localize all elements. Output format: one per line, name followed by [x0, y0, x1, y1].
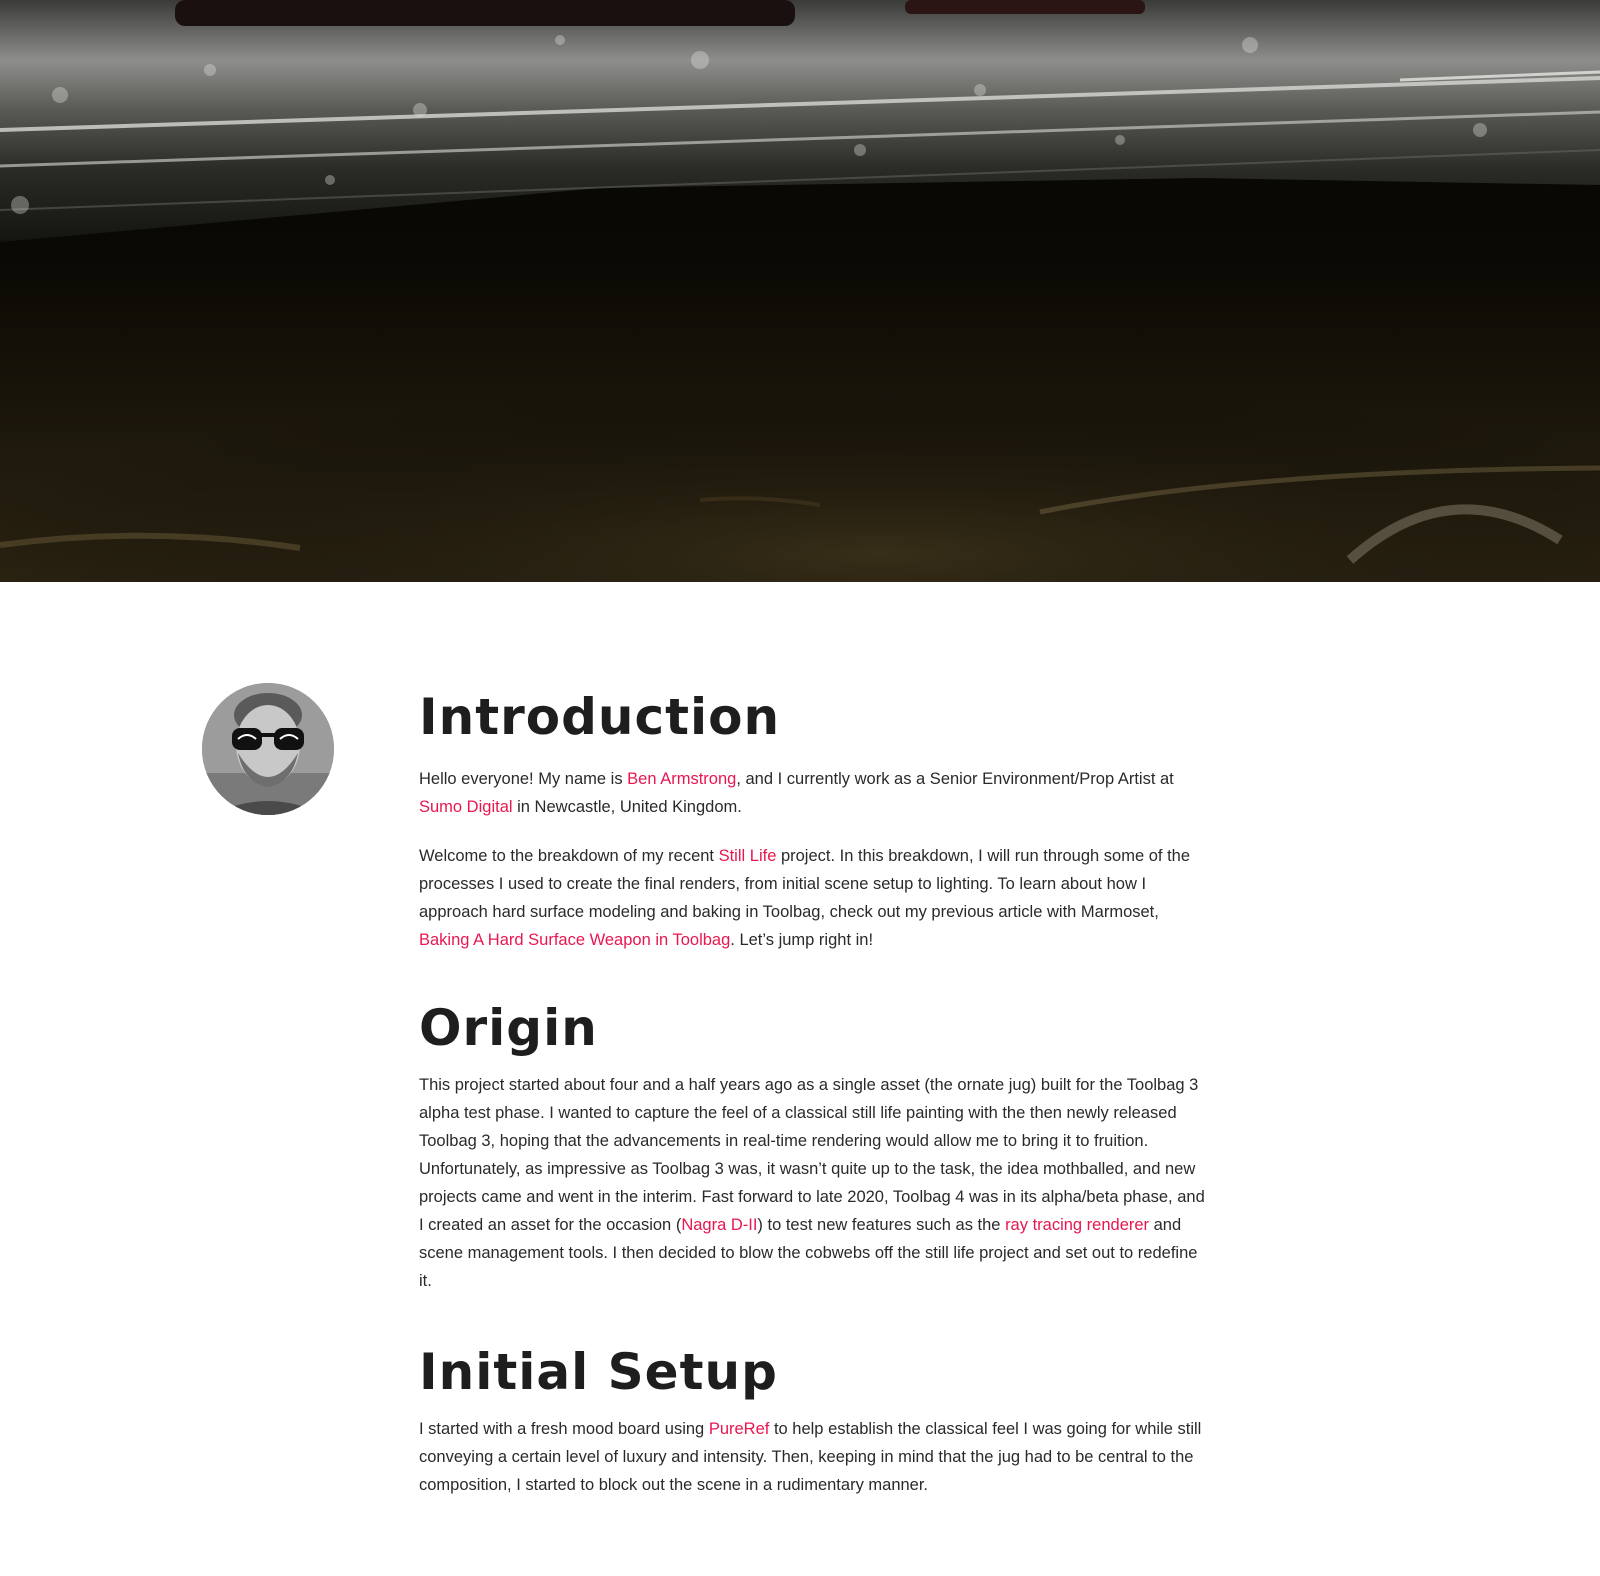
intro-paragraph-2: [419, 842, 1209, 954]
text-run: This project started about four and a half years ago as a single asset (the ornate jug) built for the Toolbag 3 alpha test phase. I wanted to capture the feel of a classical still life painting with the then newly released Toolbag 3, hoping that the advancements in real-time rendering would allow me to bring it to fruition. Unfortunately, as impressive as Toolbag 3 was, it wasn’t quite up to the task, the idea mothballed, and new projects came and went in the interim. Fast forward to late 2020, Toolbag 4 was in its alpha/beta phase, and I created an asset for the occasion (: [419, 1076, 1205, 1234]
text-run: and scene management tools. I then decided to blow the cobwebs off the still life project and set out to redefine it.: [419, 1216, 1198, 1290]
link-nagra-d-ii[interactable]: Nagra D-II: [681, 1216, 758, 1234]
text-run: to help establish the classical feel I was going for while still conveying a certain level of luxury and intensity. Then, keeping in mind that the jug had to be central to the composition, I started to block out the scene in a rudimentary manner.: [419, 1420, 1202, 1494]
hero-image: [0, 0, 1600, 582]
link-baking-article[interactable]: Baking A Hard Surface Weapon in Toolbag: [419, 931, 731, 949]
article-body: [419, 680, 1209, 1499]
section-heading-origin: Origin: [419, 999, 598, 1057]
initial-setup-paragraph: [419, 1415, 1209, 1499]
link-still-life[interactable]: Still Life: [718, 847, 777, 865]
author-avatar: [202, 683, 334, 815]
intro-paragraph-1: [419, 765, 1209, 821]
link-ray-tracing-renderer[interactable]: ray tracing renderer: [1005, 1216, 1150, 1234]
link-ben-armstrong[interactable]: Ben Armstrong: [627, 770, 737, 788]
avatar-portrait-icon: [202, 683, 334, 815]
text-run: ) to test new features such as the: [757, 1216, 1006, 1234]
text-run: , and I currently work as a Senior Environment/Prop Artist at: [736, 770, 1174, 788]
text-run: Hello everyone! My name is: [419, 770, 628, 788]
text-run: project. In this breakdown, I will run through some of the processes I used to create the final renders, from initial scene setup to lighting. To learn about how I approach hard surface modeling and baking in Toolbag, check out my previous article with Marmoset,: [419, 847, 1191, 921]
link-sumo-digital[interactable]: Sumo Digital: [419, 798, 513, 816]
text-run: . Let’s jump right in!: [730, 931, 874, 949]
section-heading-introduction: Introduction: [419, 688, 781, 746]
section-heading-initial-setup: Initial Setup: [419, 1343, 778, 1401]
origin-paragraph: [419, 1071, 1209, 1295]
text-run: in Newcastle, United Kingdom.: [512, 798, 742, 816]
link-pureref[interactable]: PureRef: [708, 1420, 770, 1438]
text-run: I started with a fresh mood board using: [419, 1420, 709, 1438]
text-run: Welcome to the breakdown of my recent: [419, 847, 719, 865]
